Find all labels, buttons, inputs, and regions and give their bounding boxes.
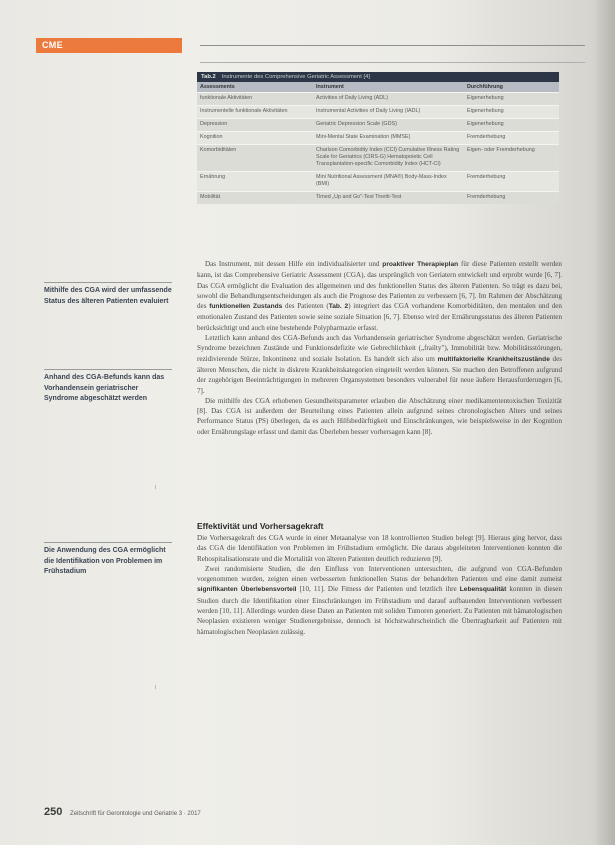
paragraph: Die mithilfe des CGA erhobenen Gesundheitsparameter erlauben die Abschätzung einer medikamententoxischen Toxizität [8]. Das CGA ist außerdem der Beurteilung eines Patienten allein aufgrund seines chronologischen Alters und seines Performance Status (PS) überlegen, da es auch Hilfsbedürftigkeit und Einschränkungen, wie beispielsweise in der Kognition oder Ernährungslage erfasst und damit das Überleben besser vorhersagen kann [8]. [197, 396, 562, 436]
body-text-lower [197, 533, 562, 637]
table-reference: Tab. 2 [328, 303, 349, 311]
assessment-table [197, 72, 559, 204]
keyword-bold: multifaktorielle Krankheitszustände [437, 355, 550, 363]
cell-instrument: Charlson Comorbidity Index (CCI) Cumulative Illness Rating Scale for Geriatrics (CIRS-G) Hematopoietic Cell Transplantation-specific Comorbidity Index (HCT-CI) [313, 145, 464, 172]
paragraph [197, 564, 562, 637]
text-run: für diese Patienten erstellt werden kann, ist das Comprehensive Geriatric Assessment (CGA), das ursprünglich von Geriatern entwickelt und erprobt wurde [6, 7]. Das CGA ermöglicht die Evaluation des allgemeinen und des funktionellen Status des älteren Patienten. So trägt es dazu bei, sowohl die Behandlungsentscheidungen als auch die Prognose des Patienten zu verbessern [6, 7]. Im Rahmen der Abschätzung des [197, 260, 562, 311]
paragraph [197, 333, 562, 396]
cell-assessment: Ernährung [197, 172, 313, 192]
table-number: Tab.2 [201, 74, 216, 80]
table-row [197, 172, 559, 192]
table-row [197, 132, 559, 145]
section-heading: Effektivität und Vorhersagekraft [197, 521, 324, 531]
header-rule [200, 45, 585, 46]
cell-instrument: Mini-Mental State Examination (MMSE) [313, 132, 464, 145]
margin-note: Anhand des CGA-Befunds kann das Vorhandensein geriatrischer Syndrome abgeschätzt werden [44, 374, 165, 402]
text-run: [10, 11]. Die Fitness der Patienten und letztlich ihre [296, 585, 460, 594]
table-row [197, 106, 559, 119]
keyword-bold: signifikanten Überlebensvorteil [197, 586, 297, 594]
cell-assessment: Depression [197, 119, 313, 132]
text-run: ) integriert das CGA vorhandene Komorbiditäten, den mentalen und den emotionalen Zustand des Patienten sowie seine soziale Situation [6, 7]. Ebenso wird der Ernährungsstatus des älteren Patienten berücksichtigt und auch eine bestehende Polypharmazie erfasst. [197, 302, 562, 332]
section-tab: CME [36, 38, 182, 53]
cell-instrument: Geriatric Depression Scale (GDS) [313, 119, 464, 132]
paragraph [197, 259, 562, 333]
note-divider [44, 542, 172, 543]
page-number: 250 [44, 806, 63, 818]
column-header: Assessments [197, 82, 313, 93]
cell-instrument: Timed „Up and Go"-Test Tinetti-Test [313, 192, 464, 205]
text-run: des Patienten ( [282, 302, 329, 311]
cell-assessment: Instrumentelle funktionale Aktivitäten [197, 106, 313, 119]
keyword-bold: Lebensqualität [459, 586, 507, 594]
cell-assessment: Kognition [197, 132, 313, 145]
print-mark [155, 685, 156, 689]
cell-method: Eigen- oder Fremderhebung [464, 145, 559, 172]
header-rule-secondary [200, 62, 585, 63]
keyword-bold: proaktiver Therapieplan [382, 261, 459, 268]
cell-method: Fremderhebung [464, 132, 559, 145]
cell-instrument: Activities of Daily Living (ADL) [313, 93, 464, 106]
body-text-upper [197, 259, 562, 437]
print-mark [155, 485, 156, 489]
text-run: konnten in diesen Studien durch die Identifikation einer Einschränkungen im Frühstadium und darauf aufbauenden Interventionen verbessert werden [10, 11]. Allerdings wurden diese Daten an Patienten mit soliden Tumoren generiert. Zu Patienten mit hämatologischen Neoplasien existieren weniger Studienergebnisse, dennoch ist höchstwahrscheinlich die Übertragbarkeit auf Patienten mit hämatologischen Neoplasien zulässig. [197, 585, 562, 636]
cell-assessment: Mobilität [197, 192, 313, 205]
note-divider [44, 282, 172, 283]
cell-method: Eigenerhebung [464, 106, 559, 119]
cell-assessment: Komorbiditäten [197, 145, 313, 172]
table-row [197, 119, 559, 132]
text-run: Zwei randomisierte Studien, die den Einfluss von Interventionen untersuchten, die aufgrund von CGA-Befunden vorgenommen wurden, zeigten einen verbesserten funktionellen Status der behandelten Patienten und eine damit zumeist [197, 564, 562, 584]
cell-method: Eigenerhebung [464, 119, 559, 132]
table-row [197, 192, 559, 205]
margin-note: Mithilfe des CGA wird der umfassende Status des älteren Patienten evaluiert [44, 287, 172, 305]
table-grid [197, 82, 559, 204]
table-row [197, 145, 559, 172]
cell-instrument: Instrumental Activities of Daily Living (IADL) [313, 106, 464, 119]
text-run: Das Instrument, mit dessen Hilfe ein individualisierter und [205, 260, 383, 268]
note-divider [44, 369, 172, 370]
table-row [197, 93, 559, 106]
cell-method: Fremderhebung [464, 172, 559, 192]
column-header: Durchführung [464, 82, 559, 93]
cell-assessment: funktionale Aktivitäten [197, 93, 313, 106]
cell-method: Eigenerhebung [464, 93, 559, 106]
margin-note: Die Anwendung des CGA ermöglicht die Identifikation von Problemen im Frühstadium [44, 547, 166, 575]
table-caption: Instrumente des Comprehensive Geriatric Assessment [4] [221, 74, 370, 80]
keyword-bold: funktionellen Zustands [209, 303, 283, 311]
column-header: Instrument [313, 82, 464, 93]
text-run: Letztlich kann anhand des CGA-Befunds auch das Vorhandensein geriatrischer Syndrome abgeschätzt werden. Geriatrische Syndrome bezeichnen Zustände und Funktionsdefizite wie Gebrechlichkeit („frailty"), Immobilität bzw. Mobilitätsstörungen, rezidivierende Stürze, Inkontinenz und soziale Isolation. Es handelt sich also um [197, 334, 562, 363]
page-footer [44, 806, 201, 818]
cell-instrument: Mini Nutritional Assessment (MNA®) Body-Mass-Index (BMI) [313, 172, 464, 192]
journal-citation: Zeitschrift für Gerontologie und Geriatrie 3 · 2017 [70, 811, 201, 817]
text-run: des älteren Menschen, die nicht in diskrete Krankheitskategorien eingeteilt werden können. Sie machen den Betroffenen aufgrund der zugehörigen Beeinträchtigungen in mehreren Organsystemen besonders vulnerabel für neue äußere Herausforderungen [6, 7]. [197, 354, 563, 395]
table-header-row [197, 82, 559, 93]
cell-method: Fremderhebung [464, 192, 559, 205]
page-edge-shadow [596, 0, 615, 845]
table-title [197, 72, 559, 82]
paragraph: Die Vorhersagekraft des CGA wurde in einer Metaanalyse von 18 kontrollierten Studien belegt [9]. Hieraus ging hervor, dass das CGA die Identifikation von Problemen im Frühstadium ermöglicht. Die daraus abgeleiteten Interventionen konnten die Rehospitalisationsrate und die Mortalität von älteren Patienten deutlich reduzieren [9]. [197, 534, 562, 563]
